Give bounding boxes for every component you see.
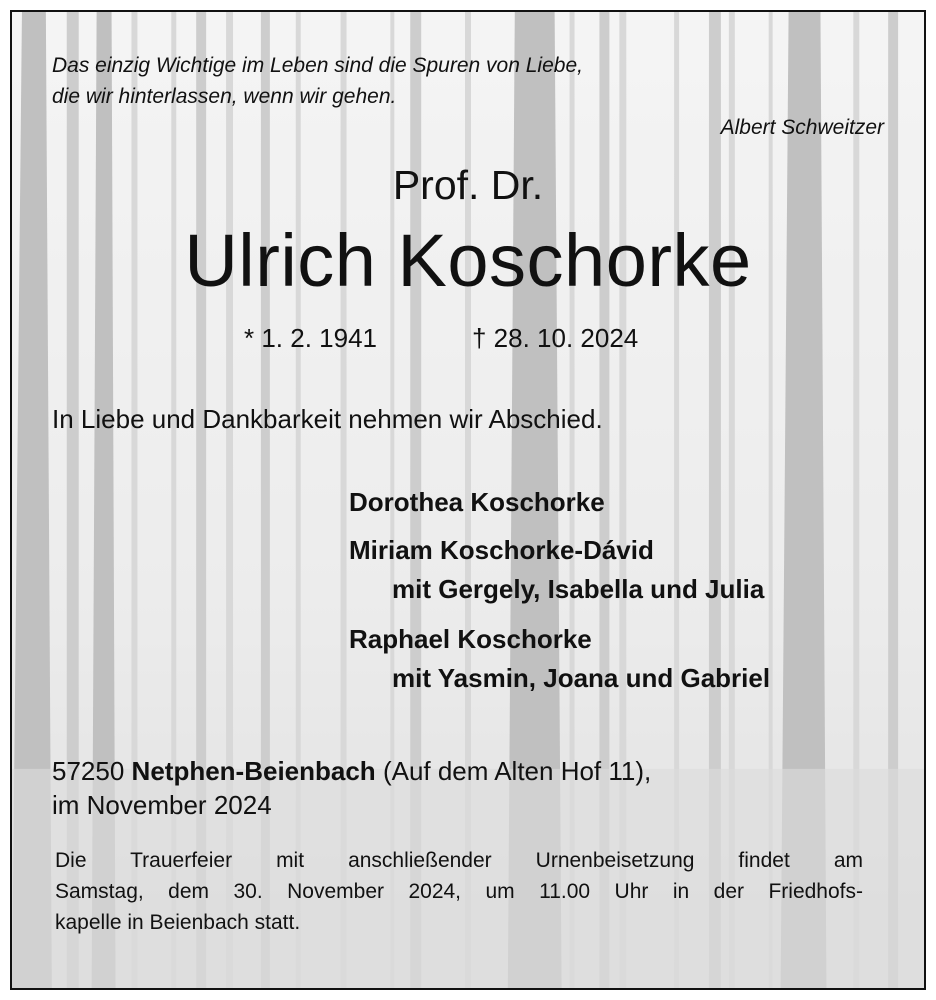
birth-date: * 1. 2. 1941 [244,323,377,353]
death-date: † 28. 10. 2024 [472,323,639,353]
quote-author: Albert Schweitzer [720,116,884,139]
mourner-name: Dorothea Koschorke [349,487,605,517]
funeral-line-1: Die Trauerfeier mit anschließender Urnenbeisetzung findet am [55,849,863,872]
mourner-family: mit Yasmin, Joana und Gabriel [392,663,771,693]
mourner-name: Miriam Koschorke-Dávid [349,535,654,565]
postcode: 57250 [52,756,125,786]
farewell-text: In Liebe und Dankbarkeit nehmen wir Abschied. [52,404,603,434]
address-line [52,754,651,788]
notice-date: im November 2024 [52,790,272,820]
quote-line-2: die wir hinterlassen, wenn wir gehen. [52,85,397,108]
academic-title: Prof. Dr. [392,162,544,208]
funeral-notice [55,845,863,938]
mourner-family: mit Gergely, Isabella und Julia [392,574,765,604]
quote-text [52,50,583,112]
place-name: Netphen-Beienbach [131,756,376,786]
street: (Auf dem Alten Hof 11), [382,756,652,786]
mourner-name: Raphael Koschorke [349,624,592,654]
deceased-name: Ulrich Koschorke [184,219,752,302]
funeral-line-2: Samstag, dem 30. November 2024, um 11.00 Uhr in der Friedhofs- [55,880,863,903]
quote-line-1: Das einzig Wichtige im Leben sind die Spuren von Liebe, [52,54,583,77]
funeral-line-3: kapelle in Beienbach statt. [55,911,301,934]
